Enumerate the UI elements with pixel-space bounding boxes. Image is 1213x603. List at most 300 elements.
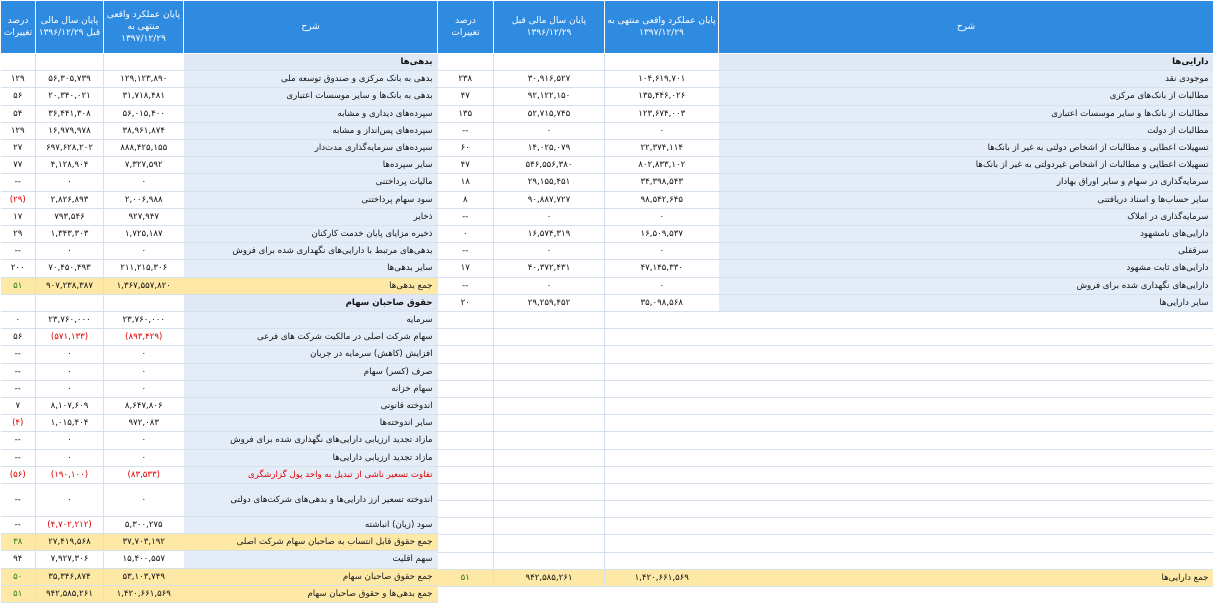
liability-row-previous-value: ۴,۱۲۸,۹۰۴ (36, 157, 104, 174)
liability-row-current-value: ۳۸,۹۶۱,۸۷۴ (104, 122, 184, 139)
asset-row-change-percent (438, 501, 494, 518)
liability-row-current-value: ۹۲۷,۹۴۷ (104, 208, 184, 225)
asset-row-change-percent: ۲۳۸ (438, 71, 494, 88)
liability-row-description: اندوخته تسعیر ارز دارایی‌ها و بدهی‌های شرکت‌های دولتی (184, 484, 438, 517)
liability-row (1, 517, 438, 534)
asset-row-description: مطالبات از بانک‌های مرکزی (719, 88, 1213, 105)
asset-row-change-percent: ۶۰ (438, 140, 494, 157)
asset-row (438, 346, 1213, 363)
liability-row-description: مالیات پرداختنی (184, 174, 438, 191)
liability-row-change-percent: ۵۱ (1, 277, 36, 294)
liability-row-description: بدهی به بانک مرکزی و صندوق توسعه ملی (184, 71, 438, 88)
asset-row-change-percent (438, 380, 494, 397)
liability-row (1, 415, 438, 432)
asset-row-previous-value: ۰ (494, 208, 605, 225)
asset-row-current-value: ۸۰۲,۸۳۳,۱۰۲ (605, 157, 719, 174)
liability-row-current-value: ۲,۰۰۶,۹۸۸ (104, 191, 184, 208)
liability-row-change-percent: (۵۶) (1, 466, 36, 483)
liability-row-description: جمع حقوق قابل انتساب به صاحبان سهام شرکت اصلی (184, 534, 438, 551)
asset-row (438, 174, 1213, 191)
asset-row-description (719, 449, 1213, 466)
liability-row-previous-value: ۲,۸۲۶,۸۹۳ (36, 191, 104, 208)
liability-row-current-value: ۰ (104, 363, 184, 380)
liability-row (1, 122, 438, 139)
liability-row-change-percent: -- (1, 346, 36, 363)
liability-row-change-percent: (۲۹) (1, 191, 36, 208)
liability-row (1, 260, 438, 277)
liability-row (1, 243, 438, 260)
asset-row (438, 397, 1213, 414)
liability-row-current-value: ۰ (104, 174, 184, 191)
asset-row-change-percent (438, 312, 494, 329)
assets-header-row (438, 1, 1213, 54)
liability-row-description: مازاد تجدید ارزیابی دارایی‌های نگهداری شده برای فروش (184, 432, 438, 449)
liability-row-current-value: ۳۱,۷۱۸,۴۸۱ (104, 88, 184, 105)
liability-row-previous-value: ۷۰,۴۵۰,۴۹۳ (36, 260, 104, 277)
liability-row (1, 380, 438, 397)
liability-row-change-percent: -- (1, 484, 36, 517)
asset-row-description: تسهیلات اعطایی و مطالبات از اشخاص غیردولتی به غیر از بانک‌ها (719, 157, 1213, 174)
liability-row-current-value: ۹۷۲,۰۸۳ (104, 415, 184, 432)
asset-row-description: سرمایه‌گذاری در سهام و سایر اوراق بهادار (719, 174, 1213, 191)
liability-row (1, 208, 438, 225)
asset-row-previous-value: ۹۰,۸۸۷,۷۲۷ (494, 191, 605, 208)
asset-row-description (719, 432, 1213, 449)
liability-row-previous-value (36, 54, 104, 71)
asset-row (438, 552, 1213, 569)
liability-row-change-percent: -- (1, 449, 36, 466)
liability-row-change-percent: ۱۲۹ (1, 71, 36, 88)
asset-row-previous-value: ۰ (494, 122, 605, 139)
asset-row-previous-value: ۳۰,۹۱۶,۵۲۷ (494, 71, 605, 88)
asset-row (438, 380, 1213, 397)
asset-row (438, 449, 1213, 466)
liability-row-previous-value: ۹۰۷,۲۳۸,۳۸۷ (36, 277, 104, 294)
liability-row-previous-value: ۲۷,۴۱۹,۵۶۸ (36, 534, 104, 551)
asset-row-previous-value: ۹۲,۱۲۲,۱۵۰ (494, 88, 605, 105)
liability-row-previous-value: ۳۵,۳۴۶,۸۷۴ (36, 568, 104, 585)
liability-row-previous-value: ۰ (36, 484, 104, 517)
liability-row-description: بدهی‌های مرتبط با دارایی‌های نگهداری شده برای فروش (184, 243, 438, 260)
asset-row-current-value (605, 466, 719, 483)
liability-row-previous-value: (۵۷۱,۱۳۳) (36, 329, 104, 346)
asset-row (438, 569, 1213, 586)
liability-row-change-percent: -- (1, 243, 36, 260)
asset-row-description: دارایی‌های نامشهود (719, 226, 1213, 243)
asset-row-description (719, 312, 1213, 329)
asset-row-change-percent: ۰ (438, 226, 494, 243)
asset-row-description: سایر دارایی‌ها (719, 294, 1213, 311)
asset-row-description: دارایی‌های نگهداری شده برای فروش (719, 277, 1213, 294)
liability-row-previous-value: ۱۶,۹۷۹,۹۷۸ (36, 122, 104, 139)
liability-row-change-percent: ۱۷ (1, 208, 36, 225)
liability-row-description: سود (زیان) انباشته (184, 517, 438, 534)
asset-row-current-value (605, 483, 719, 500)
asset-row-description: مطالبات از دولت (719, 122, 1213, 139)
assets-header-change: درصد تغییرات (438, 1, 494, 54)
liability-row (1, 329, 438, 346)
asset-row-change-percent (438, 535, 494, 552)
liability-row-previous-value: ۲۳,۷۶۰,۰۰۰ (36, 312, 104, 329)
asset-row-previous-value (494, 54, 605, 71)
asset-row-previous-value: ۹۴۲,۵۸۵,۲۶۱ (494, 569, 605, 586)
asset-row-current-value (605, 346, 719, 363)
asset-row-description (719, 466, 1213, 483)
asset-row-current-value (605, 415, 719, 432)
liability-row (1, 398, 438, 415)
asset-row-current-value: ۱۰۴,۶۱۹,۷۰۱ (605, 71, 719, 88)
liability-row-description: ذخیره مزایای پایان خدمت کارکنان (184, 226, 438, 243)
liability-row-current-value: ۱۲۹,۱۲۳,۸۹۰ (104, 71, 184, 88)
liability-row (1, 294, 438, 311)
liability-row-description: سهام خزانه (184, 380, 438, 397)
asset-row-current-value: ۴۷,۱۴۵,۳۳۰ (605, 260, 719, 277)
asset-row-previous-value: ۲۹,۱۵۵,۴۵۱ (494, 174, 605, 191)
liability-row-current-value: ۵,۳۰۰,۲۷۵ (104, 517, 184, 534)
asset-row (438, 466, 1213, 483)
asset-row-change-percent (438, 518, 494, 535)
liability-row-previous-value: ۸,۱۰۷,۶۰۹ (36, 398, 104, 415)
asset-row (438, 88, 1213, 105)
liability-row-description: سرمایه (184, 312, 438, 329)
liability-row-description: جمع حقوق صاحبان سهام (184, 568, 438, 585)
liability-row-change-percent: (۴) (1, 415, 36, 432)
liability-row-current-value: ۱۵,۴۰۰,۵۵۷ (104, 551, 184, 568)
asset-row-description (719, 518, 1213, 535)
asset-row (438, 277, 1213, 294)
liability-row-current-value: ۵۳,۱۰۳,۷۴۹ (104, 568, 184, 585)
liability-row-current-value: ۵۶,۰۱۵,۴۰۰ (104, 105, 184, 122)
liability-row-description: حقوق صاحبان سهام (184, 294, 438, 311)
liability-row (1, 466, 438, 483)
liability-row-description: سهام شرکت اصلی در مالکیت شرکت های فرعی (184, 329, 438, 346)
asset-row-change-percent (438, 483, 494, 500)
liability-row-description: سپرده‌های پس‌انداز و مشابه (184, 122, 438, 139)
asset-row-description: سرقفلی (719, 243, 1213, 260)
asset-row-previous-value (494, 397, 605, 414)
asset-row-description: دارایی‌های ثابت مشهود (719, 260, 1213, 277)
assets-header-desc: شرح (719, 1, 1213, 54)
asset-row-current-value (605, 312, 719, 329)
liability-row-current-value: ۲۱۱,۲۱۵,۳۰۶ (104, 260, 184, 277)
liability-row-change-percent: ۳۸ (1, 534, 36, 551)
assets-header-current: پایان عملکرد واقعی منتهی به ۱۳۹۷/۱۲/۲۹ (605, 1, 719, 54)
liability-row-change-percent: ۲۰۰ (1, 260, 36, 277)
asset-row-current-value (605, 363, 719, 380)
asset-row-change-percent (438, 466, 494, 483)
liability-row-previous-value: ۵۶,۳۰۵,۷۳۹ (36, 71, 104, 88)
asset-row-description: مطالبات از بانک‌ها و سایر موسسات اعتباری (719, 105, 1213, 122)
asset-row-description: تسهیلات اعطایی و مطالبات از اشخاص دولتی به غیر از بانک‌ها (719, 140, 1213, 157)
asset-row-previous-value (494, 432, 605, 449)
asset-row-previous-value: ۱۴,۰۲۵,۰۷۹ (494, 140, 605, 157)
liability-row-description: سایر اندوخته‌ها (184, 415, 438, 432)
asset-row-previous-value: ۵۲,۷۱۵,۷۴۵ (494, 105, 605, 122)
liability-row (1, 585, 438, 602)
liability-row-current-value: ۰ (104, 346, 184, 363)
asset-row-current-value: ۰ (605, 208, 719, 225)
liability-row-previous-value: ۰ (36, 346, 104, 363)
liabilities-header-previous: پایان سال مالی قبل ۱۳۹۶/۱۲/۲۹ (36, 1, 104, 54)
asset-row-description (719, 535, 1213, 552)
liability-row (1, 277, 438, 294)
liability-row (1, 449, 438, 466)
liability-row-current-value: (۸۳,۵۳۳) (104, 466, 184, 483)
asset-row-change-percent: ۱۳۵ (438, 105, 494, 122)
asset-row-change-percent: -- (438, 243, 494, 260)
asset-row-description (719, 501, 1213, 518)
liability-row-change-percent: ۲۷ (1, 140, 36, 157)
liability-row-description: سود سهام پرداختنی (184, 191, 438, 208)
asset-row-previous-value (494, 483, 605, 500)
liability-row-description: صرف (کسر) سهام (184, 363, 438, 380)
asset-row-change-percent (438, 397, 494, 414)
liability-row-description: سهم اقلیت (184, 551, 438, 568)
asset-row-change-percent: ۱۷ (438, 260, 494, 277)
asset-row (438, 157, 1213, 174)
asset-row-description (719, 415, 1213, 432)
liability-row-current-value (104, 294, 184, 311)
liability-row-description: سپرده‌های دیداری و مشابه (184, 105, 438, 122)
asset-row-current-value (605, 449, 719, 466)
asset-row-previous-value (494, 501, 605, 518)
liability-row-previous-value: (۱۹۰,۱۰۰) (36, 466, 104, 483)
asset-row-current-value (605, 54, 719, 71)
asset-row-current-value: ۰ (605, 243, 719, 260)
asset-row (438, 71, 1213, 88)
asset-row-description (719, 552, 1213, 569)
liability-row (1, 484, 438, 517)
liability-row-previous-value: ۰ (36, 174, 104, 191)
liability-row (1, 54, 438, 71)
asset-row-change-percent: ۵۱ (438, 569, 494, 586)
liability-row-current-value: ۰ (104, 449, 184, 466)
liability-row-current-value: ۰ (104, 380, 184, 397)
liability-row-change-percent: -- (1, 432, 36, 449)
liability-row-description: سایر بدهی‌ها (184, 260, 438, 277)
liability-row-previous-value: ۰ (36, 363, 104, 380)
asset-row-current-value: ۰ (605, 122, 719, 139)
asset-row (438, 415, 1213, 432)
liabilities-header-current: پایان عملکرد واقعی منتهی به ۱۳۹۷/۱۲/۲۹ (104, 1, 184, 54)
liability-row-change-percent: ۵۴ (1, 105, 36, 122)
asset-row (438, 208, 1213, 225)
liability-row-description: اندوخته قانونی (184, 398, 438, 415)
asset-row-previous-value: ۱۶,۵۷۴,۳۱۹ (494, 226, 605, 243)
liability-row-previous-value: ۹۴۲,۵۸۵,۲۶۱ (36, 585, 104, 602)
liability-row-description: سپرده‌های سرمایه‌گذاری مدت‌دار (184, 140, 438, 157)
liability-row-change-percent: ۷۷ (1, 157, 36, 174)
liability-row (1, 140, 438, 157)
asset-row-previous-value (494, 415, 605, 432)
liability-row-change-percent: ۵۶ (1, 329, 36, 346)
liability-row (1, 226, 438, 243)
asset-row-previous-value (494, 518, 605, 535)
liability-row-previous-value: ۱,۰۱۵,۴۰۴ (36, 415, 104, 432)
liability-row-previous-value: ۰ (36, 432, 104, 449)
asset-row-previous-value: ۰ (494, 243, 605, 260)
liability-row-description: ذخایر (184, 208, 438, 225)
asset-row-change-percent: -- (438, 208, 494, 225)
liability-row-change-percent: ۹۴ (1, 551, 36, 568)
liability-row-change-percent: ۷ (1, 398, 36, 415)
liability-row-previous-value: ۷,۹۲۷,۳۰۶ (36, 551, 104, 568)
asset-row-change-percent: ۸ (438, 191, 494, 208)
liability-row-description: جمع بدهی‌ها و حقوق صاحبان سهام (184, 585, 438, 602)
liability-row-change-percent (1, 294, 36, 311)
liability-row-change-percent: -- (1, 517, 36, 534)
asset-row-current-value (605, 432, 719, 449)
liability-row (1, 105, 438, 122)
asset-row-previous-value: ۰ (494, 277, 605, 294)
liability-row-change-percent: -- (1, 380, 36, 397)
liability-row-change-percent: -- (1, 363, 36, 380)
liability-row-current-value: ۲۳,۷۶۰,۰۰۰ (104, 312, 184, 329)
asset-row (438, 294, 1213, 311)
asset-row-description (719, 397, 1213, 414)
liability-row (1, 88, 438, 105)
liability-row (1, 568, 438, 585)
liability-row-previous-value: ۰ (36, 449, 104, 466)
liability-row (1, 157, 438, 174)
liability-row-change-percent: ۰ (1, 312, 36, 329)
liability-row-change-percent (1, 54, 36, 71)
asset-row-current-value: ۱۶,۵۰۹,۵۳۷ (605, 226, 719, 243)
liability-row-previous-value: ۷۹۳,۵۴۶ (36, 208, 104, 225)
liability-row-change-percent: ۱۲۹ (1, 122, 36, 139)
asset-row-description (719, 380, 1213, 397)
asset-row-change-percent: ۲۰ (438, 294, 494, 311)
asset-row-current-value (605, 535, 719, 552)
liability-row-current-value: ۱,۴۲۰,۶۶۱,۵۶۹ (104, 585, 184, 602)
liabilities-header-desc: شرح (184, 1, 438, 54)
asset-row-description: سایر حساب‌ها و اسناد دریافتنی (719, 191, 1213, 208)
asset-row-change-percent (438, 552, 494, 569)
asset-row (438, 243, 1213, 260)
liability-row (1, 191, 438, 208)
liability-row-previous-value: ۳۶,۴۴۱,۳۰۸ (36, 105, 104, 122)
liability-row-change-percent: ۲۹ (1, 226, 36, 243)
liability-row-current-value: ۱,۷۲۵,۱۸۷ (104, 226, 184, 243)
asset-row-description: جمع دارایی‌ها (719, 569, 1213, 586)
asset-row-current-value (605, 397, 719, 414)
asset-row-current-value (605, 380, 719, 397)
liability-row-description: تفاوت تسعیر ناشی از تبدیل به واحد پول گزارشگری (184, 466, 438, 483)
asset-row (438, 54, 1213, 71)
liability-row-change-percent: ۵۰ (1, 568, 36, 585)
asset-row-current-value (605, 552, 719, 569)
asset-row-current-value: ۱,۴۲۰,۶۶۱,۵۶۹ (605, 569, 719, 586)
asset-row-change-percent (438, 415, 494, 432)
asset-row-change-percent: ۴۷ (438, 88, 494, 105)
asset-row-change-percent (438, 346, 494, 363)
liability-row (1, 551, 438, 568)
asset-row (438, 432, 1213, 449)
liability-row-description: بدهی به بانک‌ها و سایر موسسات اعتباری (184, 88, 438, 105)
asset-row-current-value (605, 501, 719, 518)
liability-row-current-value: ۷,۳۲۷,۵۹۲ (104, 157, 184, 174)
liability-row (1, 312, 438, 329)
asset-row-current-value: ۱۲۳,۶۷۴,۰۰۳ (605, 105, 719, 122)
liability-row-change-percent: -- (1, 174, 36, 191)
liability-row-previous-value: ۶۹۷,۶۲۸,۲۰۲ (36, 140, 104, 157)
liability-row-previous-value (36, 294, 104, 311)
asset-row-description: دارایی‌ها (719, 54, 1213, 71)
asset-row-description (719, 483, 1213, 500)
liability-row (1, 346, 438, 363)
asset-row-current-value (605, 518, 719, 535)
asset-row-change-percent: -- (438, 277, 494, 294)
asset-row-previous-value: ۴۰,۳۷۲,۴۳۱ (494, 260, 605, 277)
asset-row-change-percent: ۱۸ (438, 174, 494, 191)
assets-header-previous: پایان سال مالی قبل ۱۳۹۶/۱۲/۲۹ (494, 1, 605, 54)
assets-table (437, 0, 1213, 587)
liability-row-description: بدهی‌ها (184, 54, 438, 71)
asset-row-current-value: ۳۴,۳۹۸,۵۴۳ (605, 174, 719, 191)
asset-row (438, 535, 1213, 552)
liability-row-current-value: ۱,۳۶۷,۵۵۷,۸۲۰ (104, 277, 184, 294)
asset-row (438, 501, 1213, 518)
asset-row-previous-value (494, 449, 605, 466)
asset-row-previous-value: ۲۹,۲۵۹,۴۵۲ (494, 294, 605, 311)
asset-row-description (719, 346, 1213, 363)
liabilities-table (0, 0, 438, 603)
liability-row-current-value: (۸۹۳,۴۲۹) (104, 329, 184, 346)
liability-row-change-percent: ۵۱ (1, 585, 36, 602)
asset-row (438, 312, 1213, 329)
asset-row-previous-value (494, 466, 605, 483)
liability-row-description: مازاد تجدید ارزیابی دارایی‌ها (184, 449, 438, 466)
liability-row (1, 534, 438, 551)
asset-row-change-percent: -- (438, 122, 494, 139)
liabilities-header-change: درصد تغییرات (1, 1, 36, 54)
asset-row-description (719, 329, 1213, 346)
asset-row (438, 483, 1213, 500)
liability-row-description: سایر سپرده‌ها (184, 157, 438, 174)
asset-row (438, 122, 1213, 139)
liability-row-current-value: ۸,۶۴۷,۸۰۶ (104, 398, 184, 415)
asset-row-current-value: ۹۸,۵۴۲,۶۴۵ (605, 191, 719, 208)
asset-row (438, 518, 1213, 535)
asset-row-change-percent (438, 329, 494, 346)
asset-row-change-percent (438, 449, 494, 466)
asset-row (438, 105, 1213, 122)
liability-row-change-percent: ۵۶ (1, 88, 36, 105)
asset-row-description: موجودی نقد (719, 71, 1213, 88)
asset-row (438, 226, 1213, 243)
asset-row-current-value: ۰ (605, 277, 719, 294)
liability-row (1, 71, 438, 88)
asset-row (438, 363, 1213, 380)
asset-row (438, 260, 1213, 277)
asset-row-change-percent (438, 432, 494, 449)
asset-row-previous-value (494, 363, 605, 380)
liability-row-previous-value: (۴,۷۰۲,۲۱۲) (36, 517, 104, 534)
asset-row-previous-value (494, 380, 605, 397)
liability-row-description: جمع بدهی‌ها (184, 277, 438, 294)
liability-row-current-value: ۰ (104, 432, 184, 449)
asset-row-current-value: ۲۲,۳۷۴,۱۱۴ (605, 140, 719, 157)
asset-row-change-percent (438, 363, 494, 380)
liabilities-header-row (1, 1, 438, 54)
liability-row-current-value (104, 54, 184, 71)
asset-row-previous-value: ۵۴۶,۵۵۶,۳۸۰ (494, 157, 605, 174)
liability-row-previous-value: ۲۰,۳۴۰,۰۲۱ (36, 88, 104, 105)
asset-row-previous-value (494, 346, 605, 363)
liability-row-current-value: ۰ (104, 243, 184, 260)
asset-row-current-value: ۱۳۵,۴۴۶,۰۲۶ (605, 88, 719, 105)
asset-row-previous-value (494, 312, 605, 329)
